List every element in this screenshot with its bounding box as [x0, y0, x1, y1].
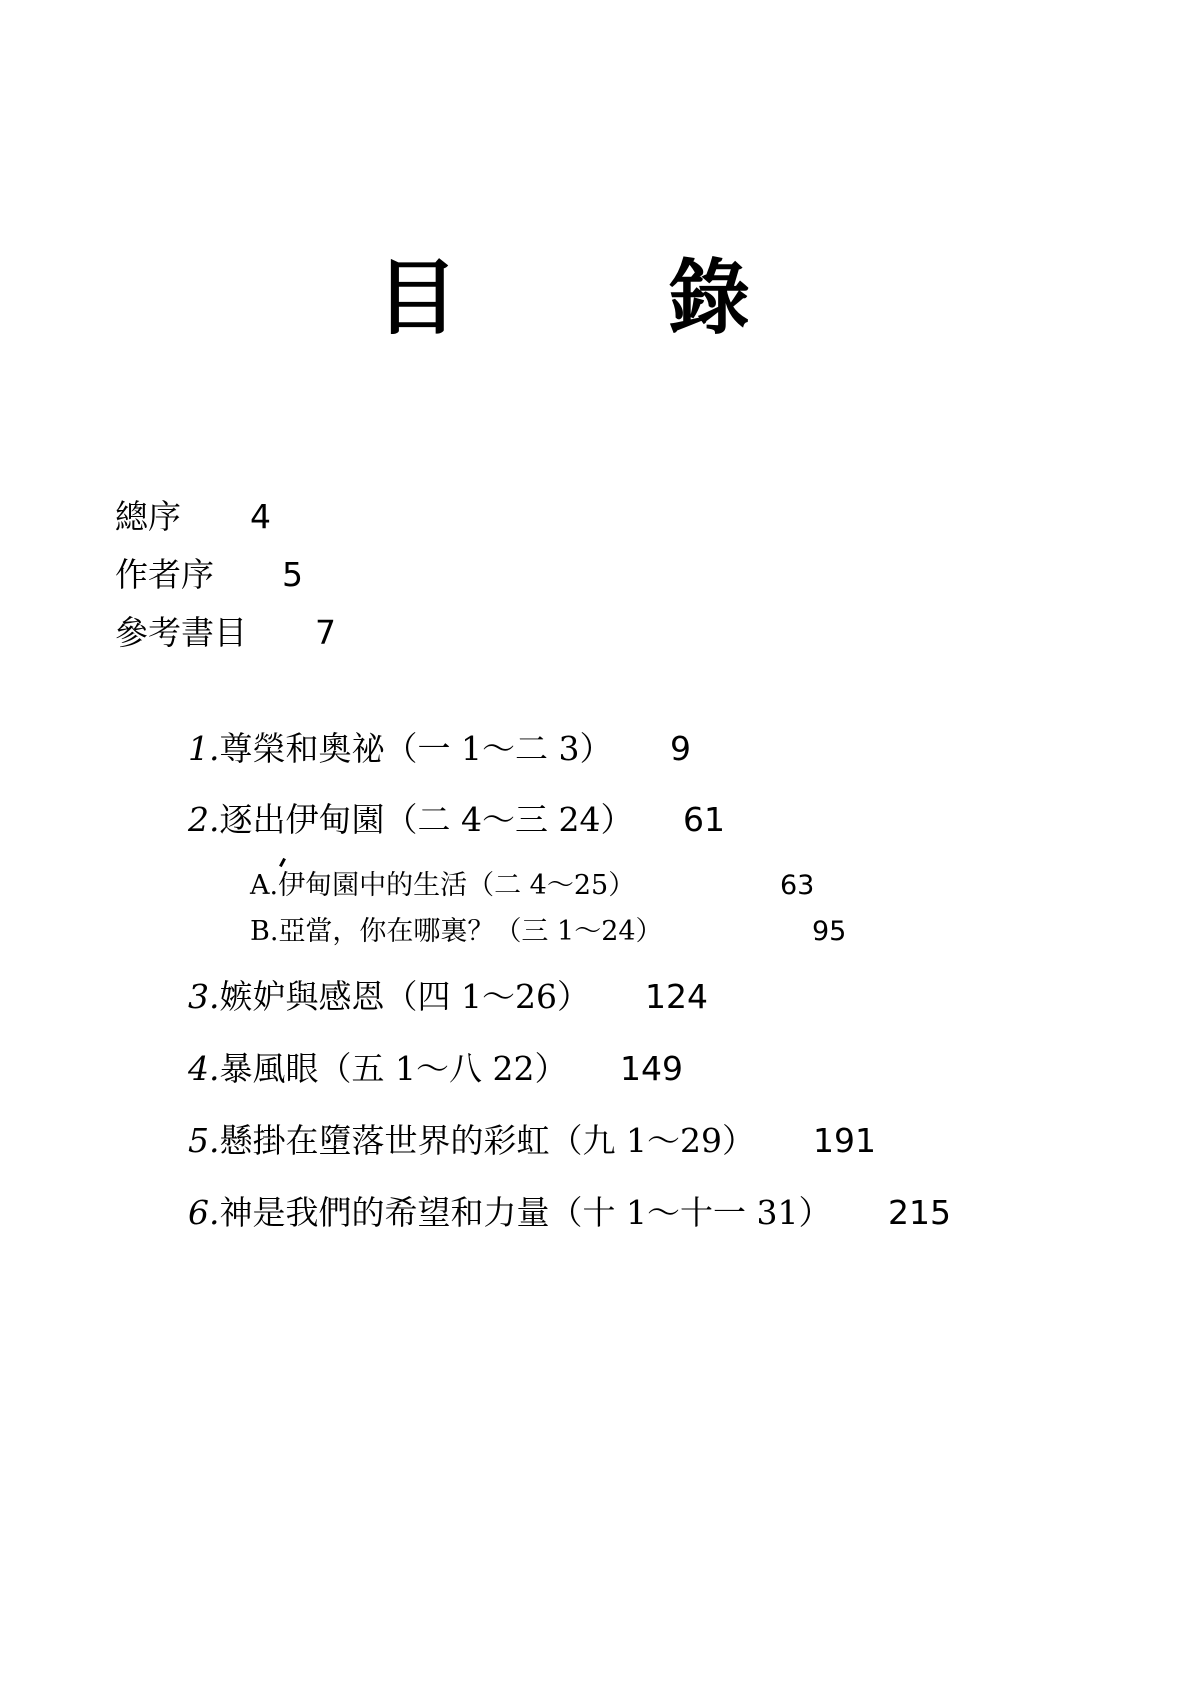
chapter-page: 191 — [813, 1121, 876, 1160]
subsection-letter: A. — [250, 870, 279, 901]
front-matter-item[interactable] — [115, 555, 303, 594]
chapter-index: 6. — [188, 1193, 220, 1232]
chapter-entry-1[interactable] — [188, 729, 691, 768]
front-matter-item[interactable] — [115, 497, 271, 536]
subsection-page: 63 — [780, 870, 815, 901]
subsection-entry-a[interactable] — [250, 870, 815, 901]
chapter-ref: （九 1～29） — [549, 1121, 755, 1160]
chapter-title: 嫉妒與感恩 — [219, 977, 385, 1016]
chapter-ref: （二 4～三 24） — [384, 800, 634, 839]
front-matter-label: 總序 — [115, 497, 181, 536]
chapter-index: 1. — [188, 729, 220, 768]
front-matter-page: 5 — [282, 555, 303, 594]
subsection-letter: B. — [250, 916, 279, 947]
chapter-ref: （五 1～八 22） — [318, 1049, 568, 1088]
chapter-ref: （十 1～十一 31） — [549, 1193, 832, 1232]
chapter-page: 149 — [620, 1049, 683, 1088]
front-matter-page: 7 — [315, 613, 336, 652]
subsection-entry-b[interactable] — [250, 916, 847, 947]
subsection-title: 伊甸園中的生活 — [278, 870, 468, 901]
front-matter-label: 作者序 — [115, 555, 214, 594]
subsection-page: 95 — [812, 916, 847, 947]
chapter-title: 逐出伊甸園 — [219, 800, 385, 839]
chapter-index: 5. — [188, 1121, 220, 1160]
chapter-title: 尊榮和奧祕 — [219, 729, 385, 768]
chapter-index: 3. — [188, 977, 220, 1016]
subsection-ref: （二 4～25） — [467, 870, 636, 901]
chapter-index: 4. — [188, 1049, 220, 1088]
chapter-page: 61 — [683, 800, 725, 839]
chapter-title: 暴風眼 — [219, 1049, 319, 1088]
chapter-entry-6[interactable] — [188, 1193, 951, 1232]
chapter-entry-2[interactable] — [188, 800, 725, 839]
chapter-entry-5[interactable] — [188, 1121, 876, 1160]
accent-mark — [279, 858, 286, 867]
chapter-page: 124 — [645, 977, 708, 1016]
chapter-page: 215 — [888, 1193, 951, 1232]
chapter-title: 神是我們的希望和力量 — [219, 1193, 550, 1232]
chapter-entry-4[interactable] — [188, 1049, 683, 1088]
chapter-entry-3[interactable] — [188, 977, 708, 1016]
chapter-index: 2. — [188, 800, 220, 839]
page-title: 目 錄 — [375, 251, 814, 346]
subsection-ref: （三 1～24） — [494, 916, 663, 947]
subsection-title: 亞當，你在哪裏？ — [278, 916, 495, 947]
chapter-title: 懸掛在墮落世界的彩虹 — [219, 1121, 550, 1160]
chapter-ref: （四 1～26） — [384, 977, 590, 1016]
front-matter-item[interactable] — [115, 613, 336, 652]
chapter-page: 9 — [670, 729, 691, 768]
front-matter-page: 4 — [250, 497, 271, 536]
chapter-ref: （一 1～二 3） — [384, 729, 613, 768]
front-matter-label: 參考書目 — [115, 613, 247, 652]
